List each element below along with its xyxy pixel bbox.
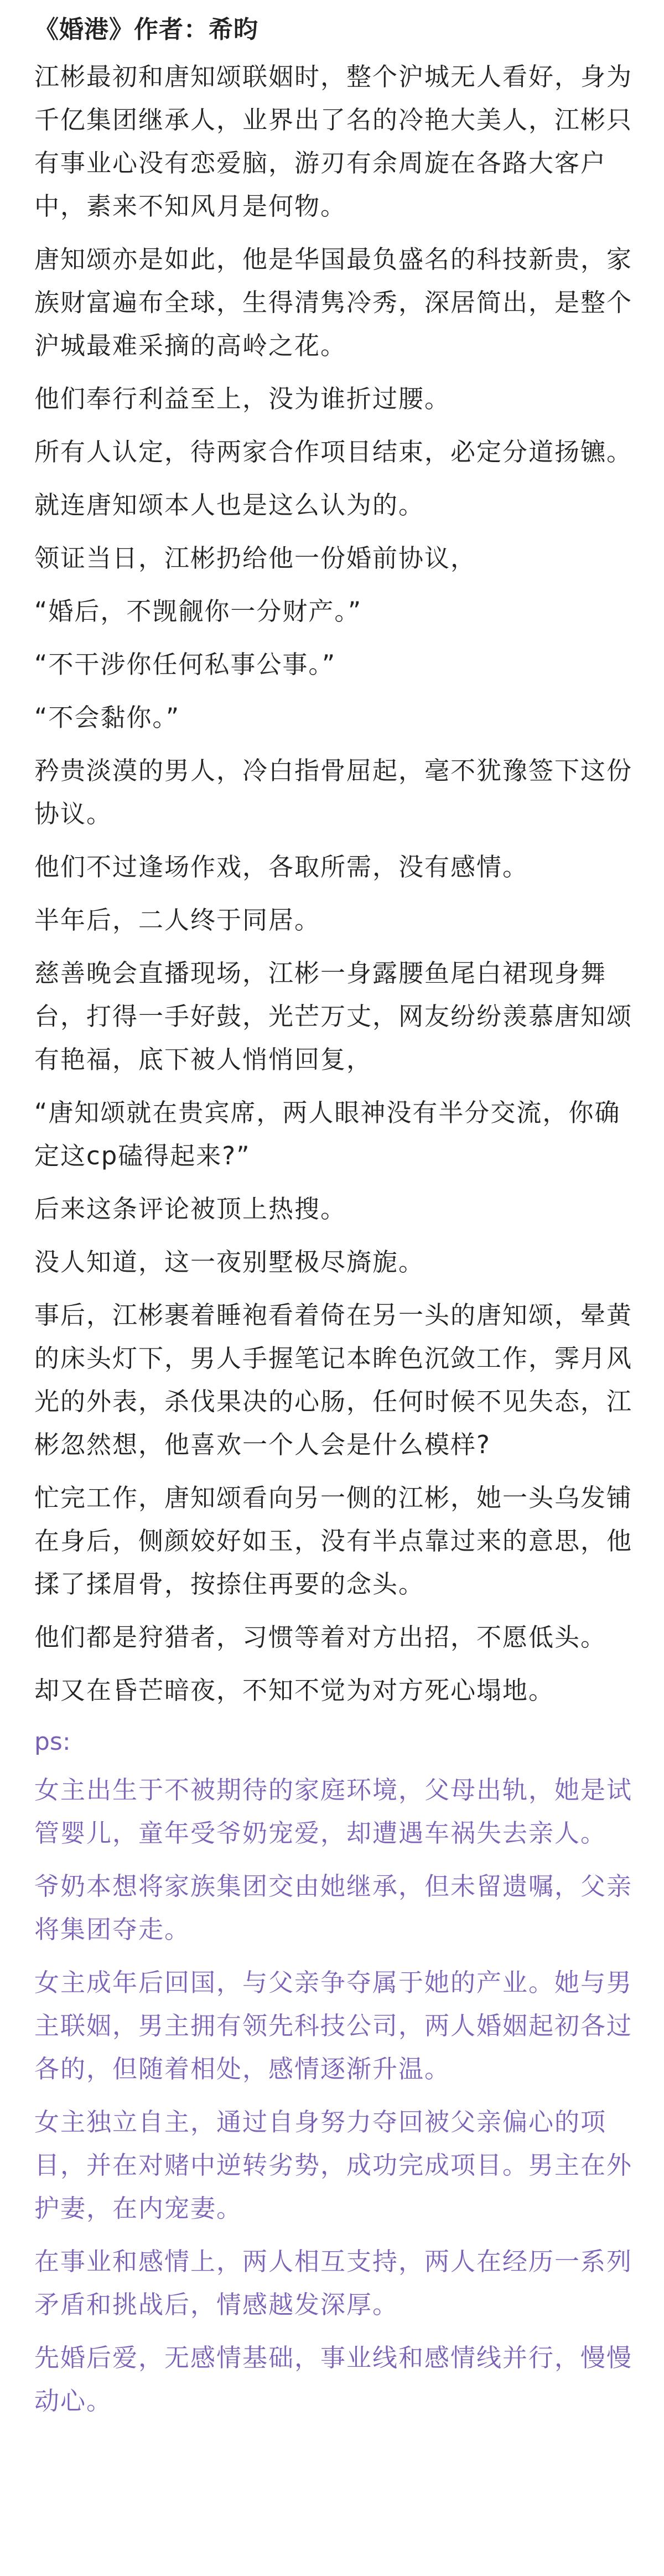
ps-paragraph: 先婚后爱，无感情基础，事业线和感情线并行，慢慢动心。 — [34, 2343, 633, 2416]
synopsis-paragraph: 事后，江彬裹着睡袍看着倚在另一头的唐知颂，晕黄的床头灯下，男人手握笔记本眸色沉敛工作，霁月风光的外表，杀伐果决的心肠，任何时候不见失态，江彬忽然想，他喜欢一个人会是什么模样? — [34, 1300, 633, 1459]
synopsis-paragraph: 半年后，二人终于同居。 — [34, 905, 321, 935]
ps-paragraph: 女主出生于不被期待的家庭环境，父母出轨，她是试管婴儿，童年受爷奶宠爱，却遭遇车祸失去亲人。 — [34, 1775, 633, 1848]
ps-paragraph: 爷奶本想将家族集团交由她继承，但未留遗嘱，父亲将集团夺走。 — [34, 1872, 633, 1944]
synopsis-paragraph: 他们奉行利益至上，没为谁折过腰。 — [34, 384, 451, 413]
synopsis-paragraph: 他们不过逢场作戏，各取所需，没有感情。 — [34, 852, 529, 882]
ps-label: ps: — [34, 1728, 71, 1756]
synopsis-paragraph: “唐知颂就在贵宾席，两人眼神没有半分交流，你确定这cp磕得起来?” — [34, 1098, 621, 1170]
synopsis-paragraph: 忙完工作，唐知颂看向另一侧的江彬，她一头乌发铺在身后，侧颜姣好如玉，没有半点靠过来的意思，他揉了揉眉骨，按捺住再要的念头。 — [34, 1483, 633, 1599]
ps-paragraph: 在事业和感情上，两人相互支持，两人在经历一系列矛盾和挑战后，情感越发深厚。 — [34, 2247, 633, 2319]
synopsis-paragraph: 没人知道，这一夜别墅极尽旖旎。 — [34, 1247, 425, 1277]
synopsis-paragraph: 矜贵淡漠的男人，冷白指骨屈起，毫不犹豫签下这份协议。 — [34, 756, 633, 828]
synopsis-paragraph: 慈善晚会直播现场，江彬一身露腰鱼尾白裙现身舞台，打得一手好鼓，光芒万丈，网友纷纷羡慕唐知颂有艳福，底下被人悄悄回复， — [34, 958, 633, 1074]
synopsis-paragraph: 却又在昏芒暗夜，不知不觉为对方死心塌地。 — [34, 1676, 555, 1705]
synopsis-paragraph: “不干涉你任何私事公事。” — [34, 650, 336, 679]
synopsis-paragraph: 后来这条评论被顶上热搜。 — [34, 1194, 347, 1224]
synopsis-paragraph: 所有人认定，待两家合作项目结束，必定分道扬镳。 — [34, 437, 633, 467]
ps-paragraph: 女主成年后回国，与父亲争夺属于她的产业。她与男主联姻，男主拥有领先科技公司，两人婚姻起初各过各的，但随着相处，感情逐渐升温。 — [34, 1968, 633, 2083]
synopsis-paragraph: 江彬最初和唐知颂联姻时，整个沪城无人看好，身为千亿集团继承人，业界出了名的冷艳大美人，江彬只有事业心没有恋爱脑，游刃有余周旋在各路大客户中，素来不知风月是何物。 — [34, 62, 633, 221]
ps-section — [34, 1722, 644, 2423]
synopsis-paragraph: 就连唐知颂本人也是这么认为的。 — [34, 490, 425, 520]
synopsis-paragraph: 领证当日，江彬扔给他一份婚前协议， — [34, 543, 477, 573]
book-title: 《婚港》作者：希昀 — [34, 15, 258, 44]
synopsis — [34, 55, 644, 1712]
synopsis-paragraph: “不会黏你。” — [34, 703, 180, 732]
synopsis-paragraph: “婚后，不觊觎你一分财产。” — [34, 597, 362, 626]
ps-paragraph: 女主独立自主，通过自身努力夺回被父亲偏心的项目，并在对赌中逆转劣势，成功完成项目。男主在外护妻，在内宠妻。 — [34, 2107, 633, 2223]
synopsis-paragraph: 他们都是狩猎者，习惯等着对方出招，不愿低头。 — [34, 1623, 607, 1652]
synopsis-paragraph: 唐知颂亦是如此，他是华国最负盛名的科技新贵，家族财富遍布全球，生得清隽冷秀，深居简出，是整个沪城最难采摘的高岭之花。 — [34, 245, 633, 360]
